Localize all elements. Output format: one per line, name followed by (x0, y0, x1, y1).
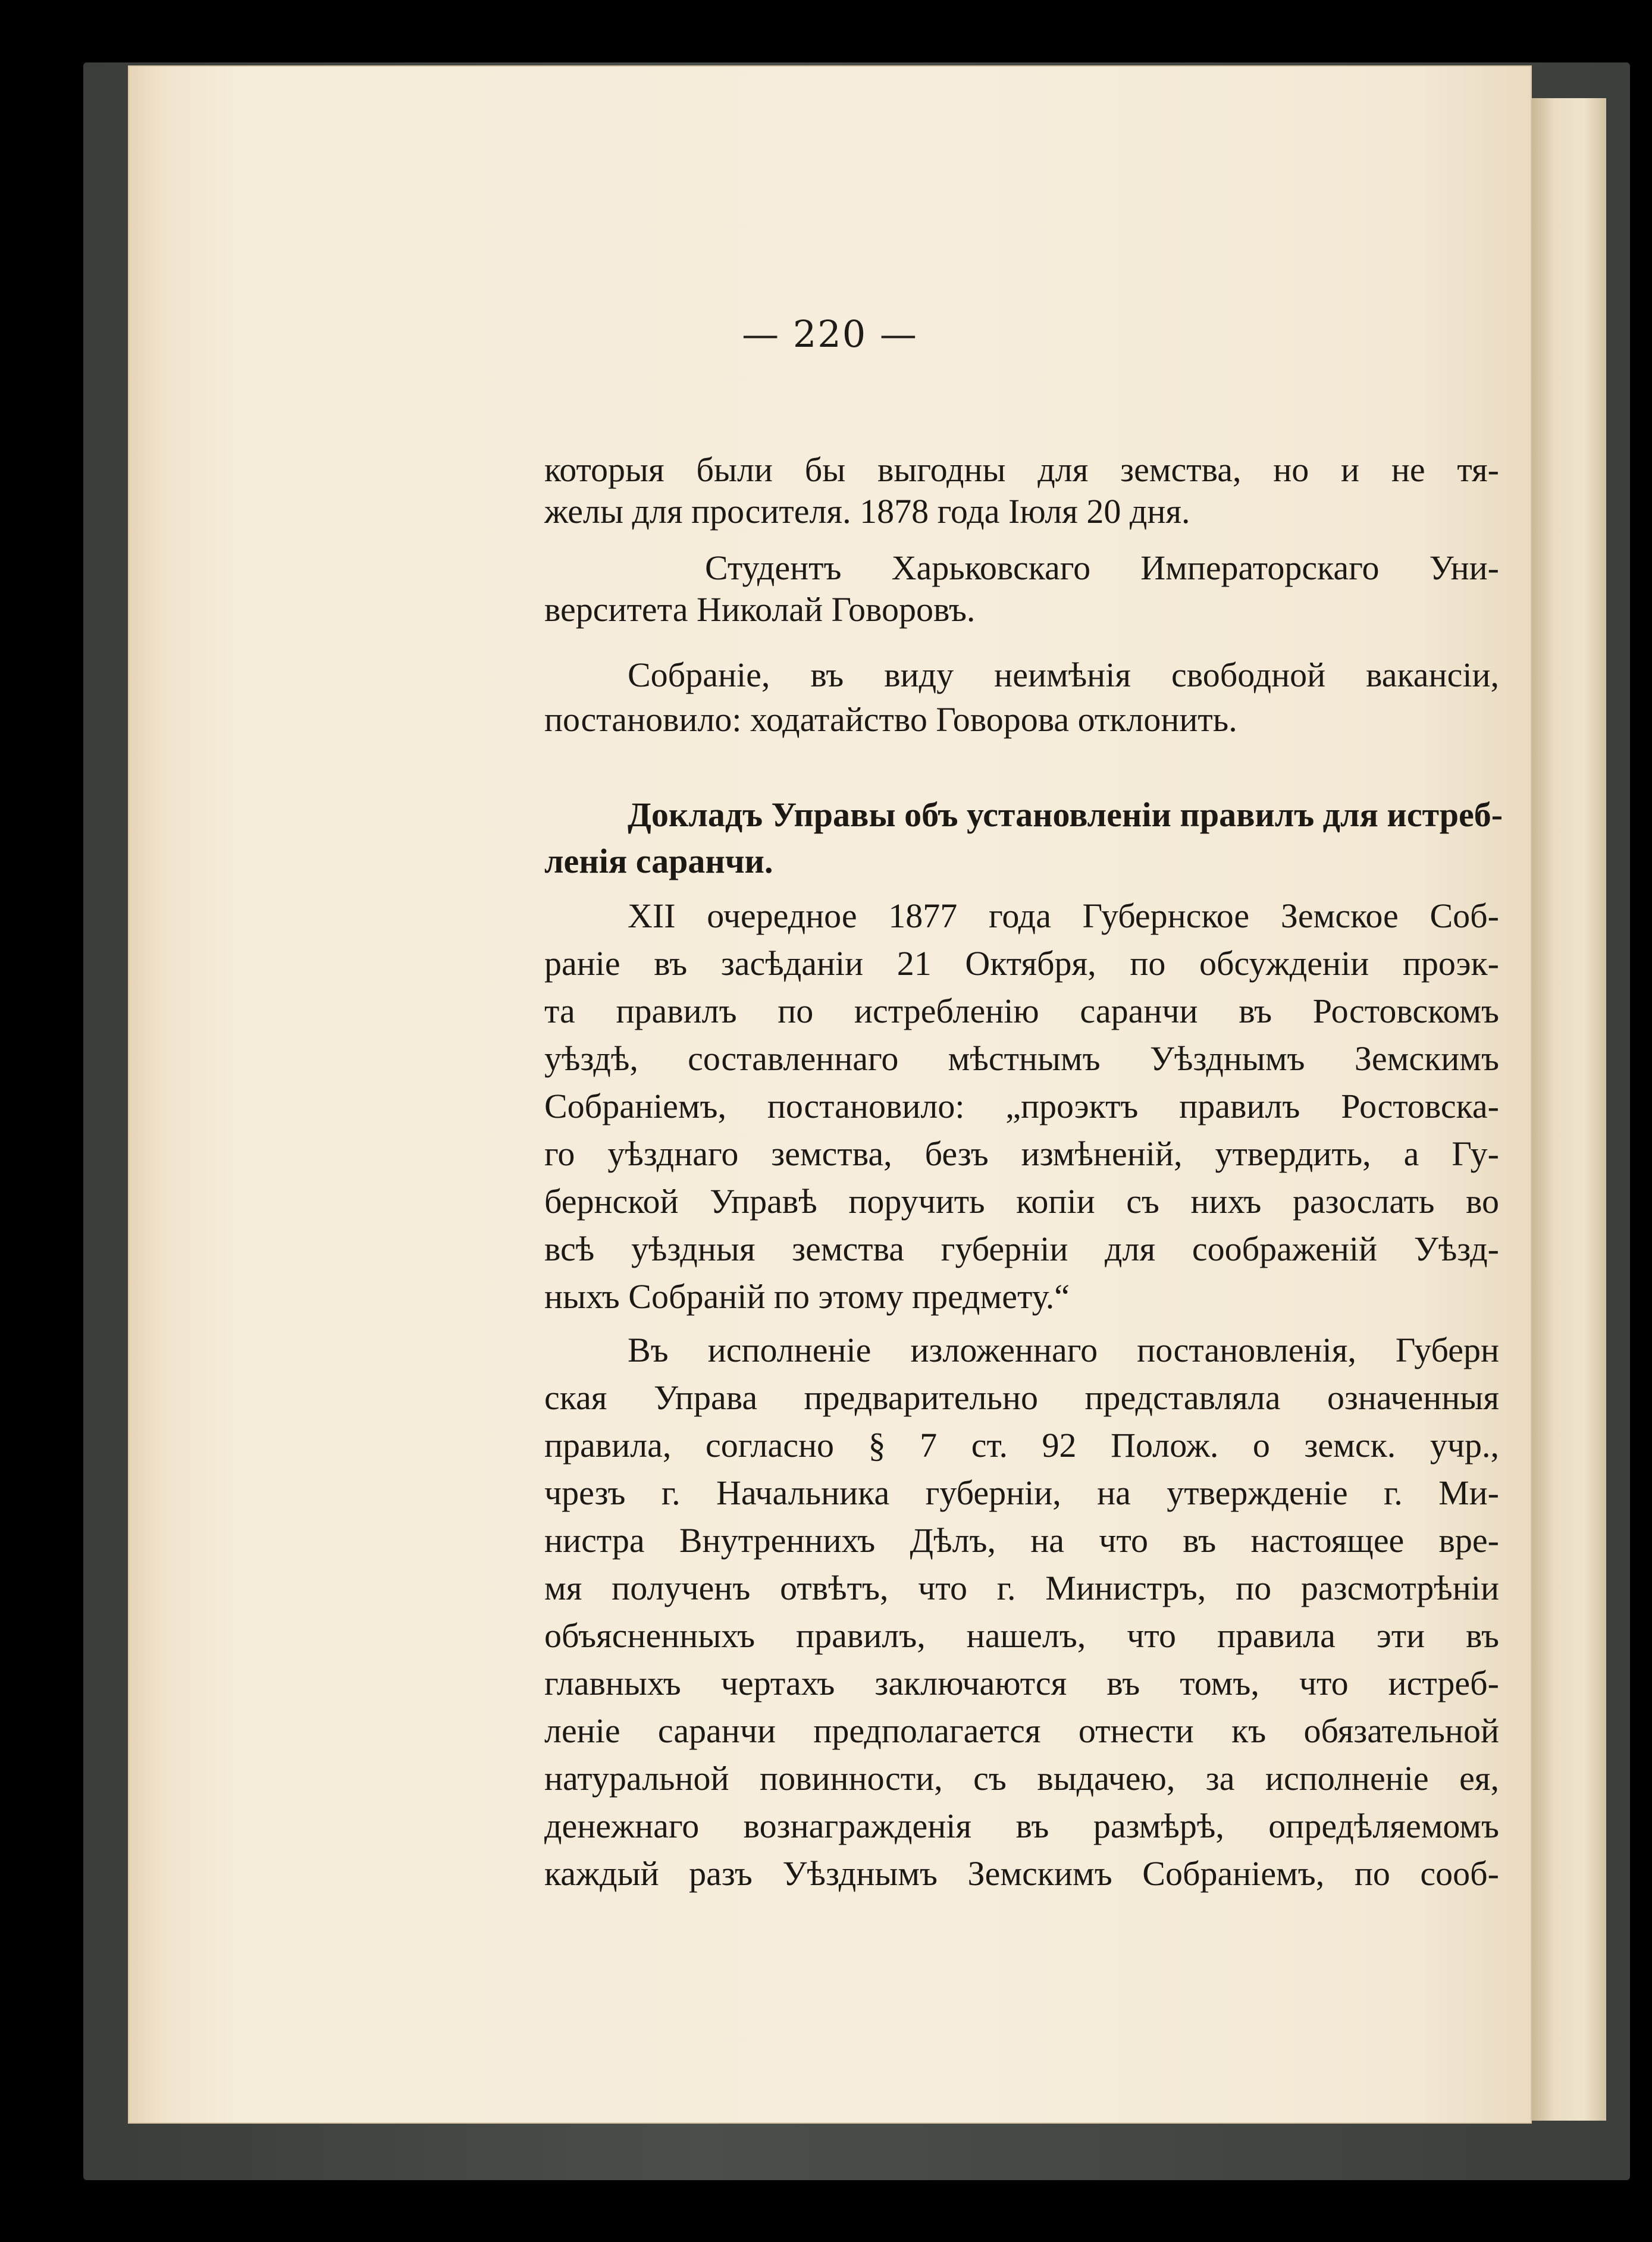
text-line: бернской Управѣ поручить копіи съ нихъ разослать во (544, 1182, 1499, 1221)
section-heading: Докладъ Управы объ установленіи правилъ для истреб- (628, 795, 1503, 834)
book-page (128, 65, 1532, 2124)
text-line: нистра Внутреннихъ Дѣлъ, на что въ настоящее вре- (544, 1521, 1499, 1560)
text-line: чрезъ г. Начальника губерніи, на утвержденіе г. Ми- (544, 1473, 1499, 1512)
text-line: леніе саранчи предполагается отнести къ обязательной (544, 1711, 1499, 1750)
text-line: ныхъ Собраній по этому предмету.“ (544, 1277, 1070, 1316)
text-line: постановило: ходатайство Говорова отклонить. (544, 700, 1237, 739)
text-line: Собраніе, въ виду неимѣнія свободной вакансіи, (628, 656, 1499, 694)
text-line: уѣздѣ, составленнаго мѣстнымъ Уѣзднымъ Земскимъ (544, 1039, 1499, 1078)
section-heading: ленія саранчи. (544, 842, 773, 880)
text-line: го уѣзднаго земства, безъ измѣненій, утвердить, а Гу- (544, 1134, 1499, 1173)
next-page-edge (1532, 98, 1606, 2121)
text-line: та правилъ по истребленію саранчи въ Ростовскомъ (544, 992, 1499, 1030)
signature-name-line (544, 586, 1499, 634)
signature-name: верситета Николай Говоровъ. (544, 590, 976, 629)
text-line: каждый разъ Уѣзднымъ Земскимъ Собраніемъ, по сооб- (544, 1854, 1499, 1893)
text-line: главныхъ чертахъ заключаются въ томъ, что истреб- (544, 1664, 1499, 1702)
page-number: — 220 — (742, 312, 918, 356)
text-line: правила, согласно § 7 ст. 92 Полож. о земск. учр., (544, 1426, 1499, 1465)
text-line: раніе въ засѣданіи 21 Октября, по обсужденіи проэк- (544, 944, 1499, 983)
text-line: объясненныхъ правилъ, нашелъ, что правила эти въ (544, 1616, 1499, 1655)
text-line: денежнаго вознагражденія въ размѣрѣ, опредѣляемомъ (544, 1807, 1499, 1845)
text-line: всѣ уѣздныя земства губерніи для соображеній Уѣзд- (544, 1230, 1499, 1268)
text-line: ская Управа предварительно представляла означенныя (544, 1378, 1499, 1417)
text-line: Собраніемъ, постановило: „проэктъ правилъ Ростовска- (544, 1087, 1499, 1125)
text-line: XII очередное 1877 года Губернское Земское Соб- (628, 896, 1499, 935)
text-line: которыя были бы выгодны для земства, но и не тя- (544, 450, 1499, 489)
text-line: мя полученъ отвѣтъ, что г. Министръ, по разсмотрѣніи (544, 1569, 1499, 1607)
signature-line: Студентъ Харьковскаго Императорскаго Уни- (705, 548, 1499, 587)
text-line: желы для просителя. 1878 года Іюля 20 дня. (544, 492, 1190, 531)
text-line: Въ исполненіе изложеннаго постановленія, Губерн (628, 1331, 1499, 1369)
text-line: натуральной повинности, съ выдачею, за исполненіе ея, (544, 1759, 1499, 1798)
